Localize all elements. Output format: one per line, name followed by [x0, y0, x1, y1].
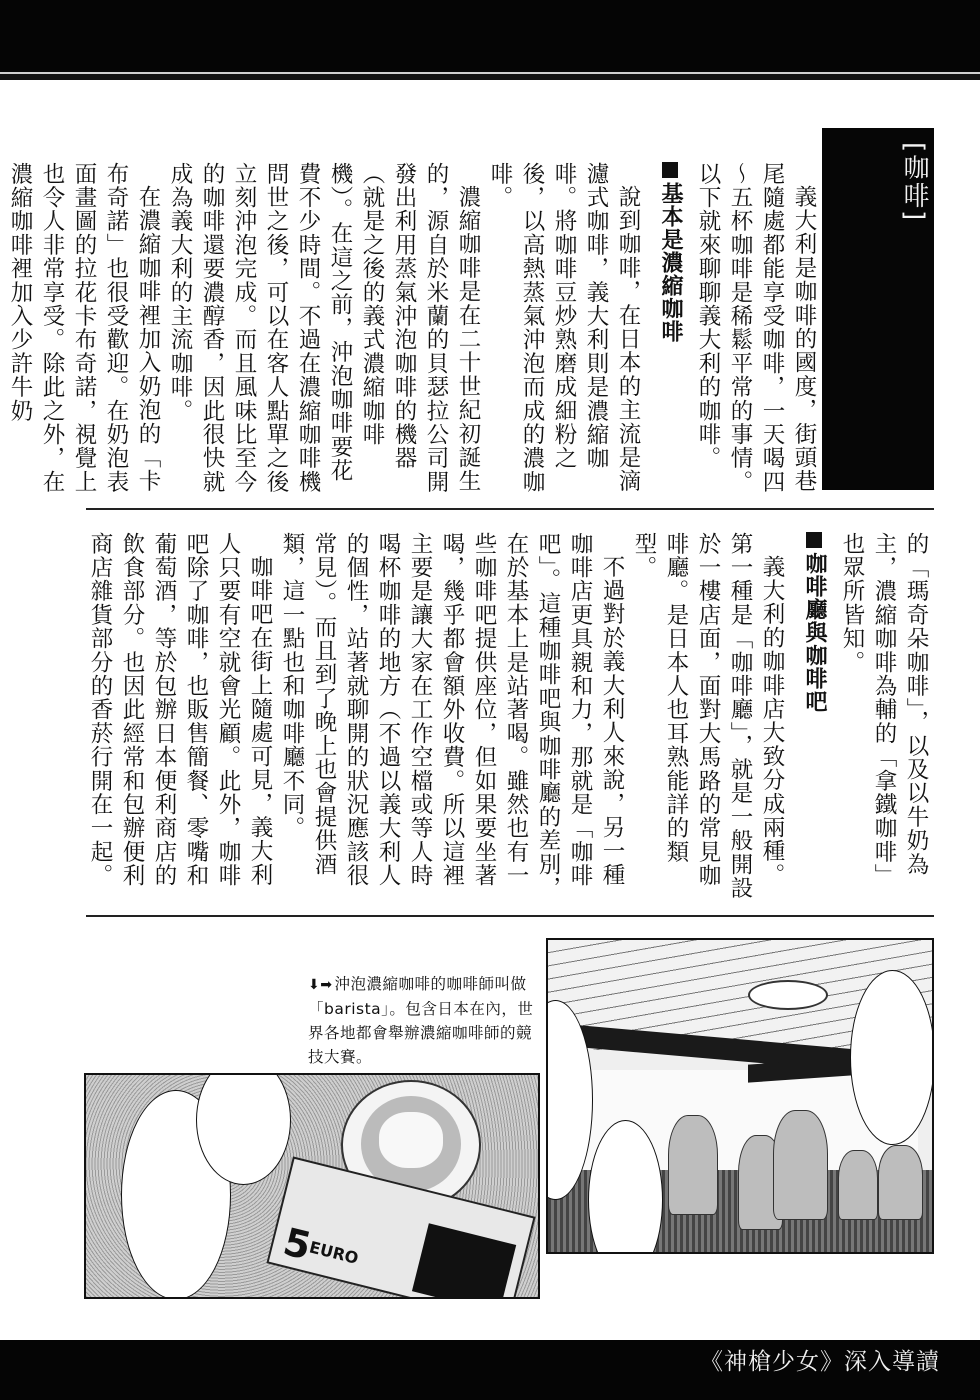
section-title-box	[822, 128, 934, 490]
paragraph: 咖啡吧在街上隨處可見，義大利人只要有空就會光顧。此外，咖啡吧除了咖啡，也販售簡餐、零嘴和葡萄酒，等於包辦日本便利商店的飲食部分。也因此經常和包辦便利商店雜貨部分的香菸行開在一起。	[87, 532, 273, 888]
heading-cafe-and-bar	[798, 532, 830, 902]
upper-text-section	[4, 162, 820, 502]
paragraph: 義大利的咖啡店大致分成兩種。第一種是「咖啡廳」，就是一般開設於一樓店面，面對大馬路的常見咖啡廳。是日本人也耳熟能詳的類型。	[631, 532, 785, 900]
heading-espresso	[654, 162, 686, 502]
square-bullet-icon	[662, 162, 678, 178]
paragraph: 濃縮咖啡是在二十世紀初誕生的，源自於米蘭的貝瑟拉公司開發出利用蒸氣沖泡咖啡的機器（就是之後的義式濃縮咖啡機）。在這之前，沖泡咖啡要花費不少時間。不過在濃縮咖啡機問世之後，可以在客人點單之後立刻沖泡完成。而且風味比至今的咖啡還要濃醇香，因此很快就成為義大利的主流咖啡。	[167, 162, 481, 494]
banknote-shadow	[412, 1223, 516, 1299]
patron-figure	[878, 1145, 923, 1220]
manga-panel-cappuccino-euro	[84, 1073, 540, 1299]
continuation-paragraph: 的「瑪奇朵咖啡」，以及以牛奶為主，濃縮咖啡為輔的「拿鐵咖啡」也眾所皆知。	[839, 532, 929, 888]
speech-bubble	[850, 970, 934, 1145]
paragraph: 不過對於義大利人來說，另一種咖啡店更具親和力，那就是「咖啡吧」。這種咖啡吧與咖啡廳的差別，在於基本上是站著喝。雖然也有一些咖啡吧提供座位，但如果要坐著喝，幾乎都會額外收費。所以這裡主要是讓大家在工作空檔或等人時喝杯咖啡的地方（不過以義大利人的個性，站著就聊開的狀況應該很常見）。而且到了晚上也會提供酒類，這一點也和咖啡廳不同。	[279, 532, 625, 900]
heading-espresso-label: 基本是濃縮咖啡	[658, 182, 683, 343]
ceiling-lamp-icon	[748, 980, 828, 1010]
paragraph: 說到咖啡，在日本的主流是滴濾式咖啡，義大利則是濃縮咖啡。將咖啡豆炒熟磨成細粉之後，以高熱蒸氣沖泡而成的濃咖啡。	[487, 162, 641, 494]
latte-art-foam	[379, 1112, 443, 1168]
top-bar-lower-band	[0, 74, 980, 80]
intro-paragraph: 義大利是咖啡的國度，街頭巷尾隨處都能享受咖啡，一天喝四～五杯咖啡是稀鬆平常的事情。以下就來聊聊義大利的咖啡。	[695, 162, 817, 494]
paragraph: 在濃縮咖啡裡加入奶泡的「卡布奇諾」也很受歡迎。在奶泡表面畫圖的拉花卡布奇諾，視覺上也令人非常享受。除此之外，在濃縮咖啡裡加入少許牛奶	[7, 162, 161, 494]
banknote-value: 5	[279, 1219, 316, 1269]
section-divider	[86, 915, 934, 917]
caption-text: 沖泡濃縮咖啡的咖啡師叫做「barista」。包含日本在內，世界各地都會舉辦濃縮咖啡師的競技大賽。	[308, 975, 534, 1066]
patron-figure	[668, 1115, 718, 1215]
top-black-bar	[0, 0, 980, 72]
lower-text-section	[84, 532, 932, 902]
manga-panel-coffee-bar	[546, 938, 934, 1254]
heading-cafe-and-bar-label: 咖啡廳與咖啡吧	[802, 552, 827, 713]
section-divider	[86, 508, 934, 510]
footer-book-title: 《神槍少女》深入導讀	[700, 1349, 940, 1375]
banknote-currency: EURO	[307, 1237, 361, 1268]
patron-figure	[773, 1110, 828, 1220]
patron-figure	[838, 1150, 878, 1220]
section-title: [咖啡]	[899, 142, 929, 223]
down-right-arrows-icon: ⬇➡	[308, 977, 333, 993]
image-caption	[308, 972, 540, 1069]
square-bullet-icon	[806, 532, 822, 548]
